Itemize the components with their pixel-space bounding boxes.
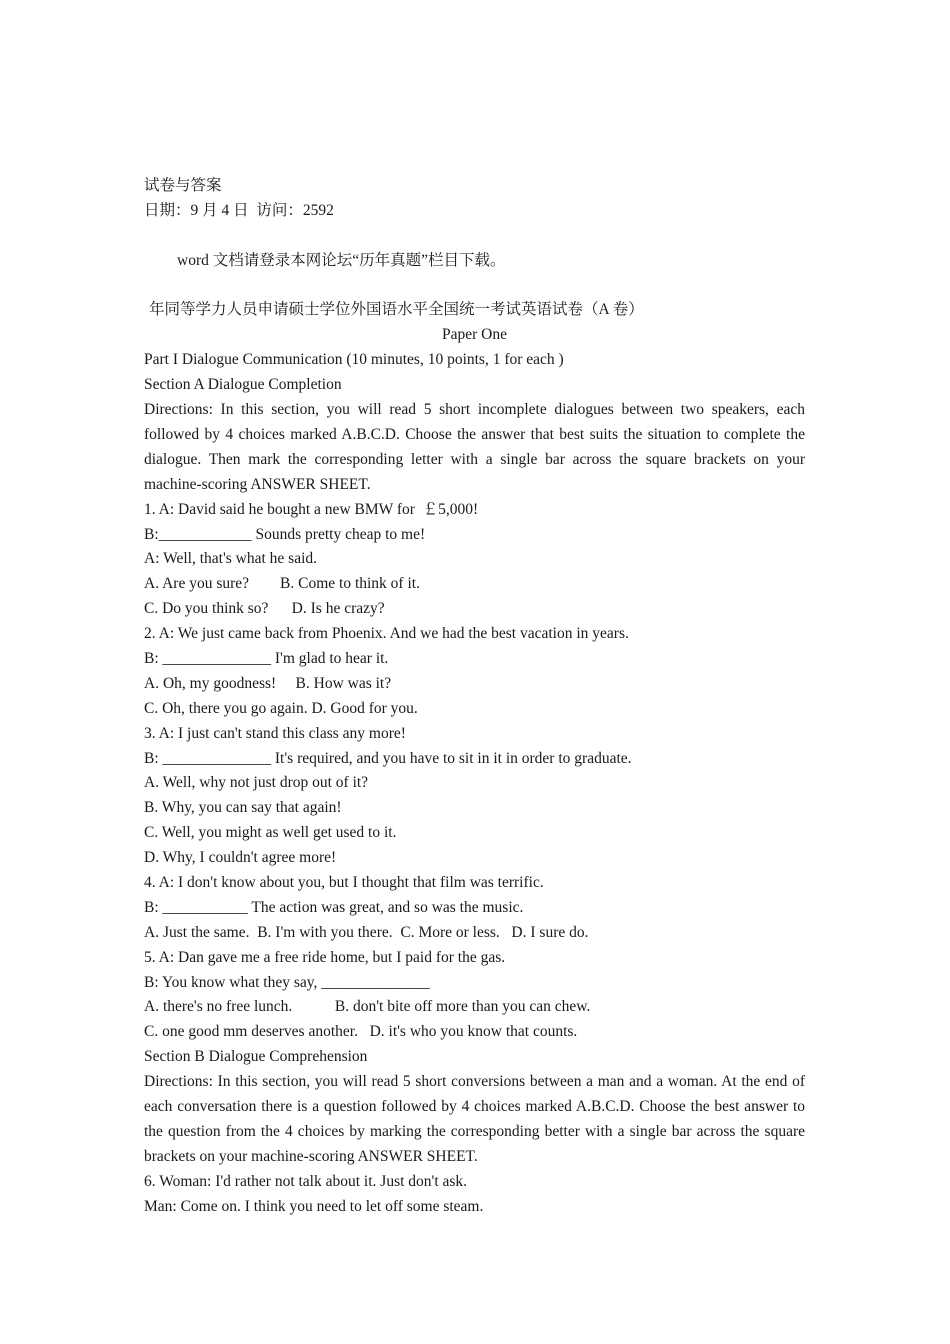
dialogue-line: A. there's no free lunch. B. don't bite off more than you can chew. (144, 998, 591, 1016)
paper-heading: Paper One (442, 326, 507, 344)
dialogue-line: 3. A: I just can't stand this class any more! (144, 724, 406, 742)
conversation-line: 6. Woman: I'd rather not talk about it. Just don't ask. (144, 1172, 468, 1190)
category-label: 试卷与答案 (144, 177, 222, 194)
dialogue-line: A. Are you sure? B. Come to think of it. (144, 575, 420, 593)
dialogue-line: B:____________ Sounds pretty cheap to me! (144, 525, 426, 543)
section-b-title: Section B Dialogue Comprehension (144, 1048, 368, 1066)
dialogue-line: B: You know what they say, ______________ (144, 973, 430, 991)
section-b-directions: Directions: In this section, you will read 5 short conversions between a man and a woman. At the end of each conversation there is a question followed by 4 choices marked A.B.C.D. Choose the best answer to the question from the 4 choices by marking the corresponding better with a single bar across the square brackets on your machine-scoring ANSWER SHEET. (144, 1073, 805, 1165)
part-title: Part I Dialogue Communication (10 minutes, 10 points, 1 for each ) (144, 351, 564, 369)
section-b-dialogues (144, 1170, 805, 1220)
dialogue-line: D. Why, I couldn't agree more! (144, 849, 337, 867)
dialogue-line: C. Do you think so? D. Is he crazy? (144, 600, 385, 618)
dialogue-line: 4. A: I don't know about you, but I thought that film was terrific. (144, 874, 544, 891)
dialogue-line: B: ___________ The action was great, and so was the music. (144, 898, 524, 916)
dialogue-line: B: ______________ It's required, and you have to sit in it in order to graduate. (144, 749, 632, 767)
dialogue-line: A. Oh, my goodness! B. How was it? (144, 674, 392, 692)
dialogue-line: A: Well, that's what he said. (144, 550, 318, 568)
dialogue-line: 1. A: David said he bought a new BMW for ￡5,000! (144, 500, 479, 518)
section-a-dialogues (144, 498, 805, 1046)
conversation-line: Man: Come on. I think you need to let off some steam. (144, 1197, 484, 1215)
dialogue-line: 5. A: Dan gave me a free ride home, but I paid for the gas. (144, 948, 506, 966)
spacer (144, 224, 805, 249)
dialogue-line: B: ______________ I'm glad to hear it. (144, 649, 389, 667)
download-notice: word 文档请登录本网论坛“历年真题”栏目下载。 (177, 251, 506, 269)
dialogue-line: 2. A: We just came back from Phoenix. And we had the best vacation in years. (144, 625, 629, 643)
dialogue-line: A. Well, why not just drop out of it? (144, 774, 369, 792)
dialogue-line: C. Well, you might as well get used to it. (144, 824, 397, 842)
exam-title: 年同等学力人员申请硕士学位外国语水平全国统一考试英语试卷（A 卷） (149, 301, 644, 319)
date-visits: 日期：9 月 4 日 访问：2592 (144, 201, 334, 219)
dialogue-line: C. Oh, there you go again. D. Good for you. (144, 699, 418, 717)
document-page (144, 174, 805, 1220)
section-a-directions: Directions: In this section, you will read 5 short incomplete dialogues between two speakers, each followed by 4 choices marked A.B.C.D. Choose the answer that best suits the situation to complete the dialogue. Then mark the corresponding letter with a single bar across the square brackets on your machine-scoring ANSWER SHEET. (144, 401, 805, 493)
dialogue-line: A. Just the same. B. I'm with you there. C. More or less. D. I sure do. (144, 923, 589, 941)
dialogue-line: C. one good mm deserves another. D. it's who you know that counts. (144, 1023, 578, 1041)
dialogue-line: B. Why, you can say that again! (144, 799, 342, 817)
spacer (144, 274, 805, 299)
section-a-title: Section A Dialogue Completion (144, 376, 342, 394)
